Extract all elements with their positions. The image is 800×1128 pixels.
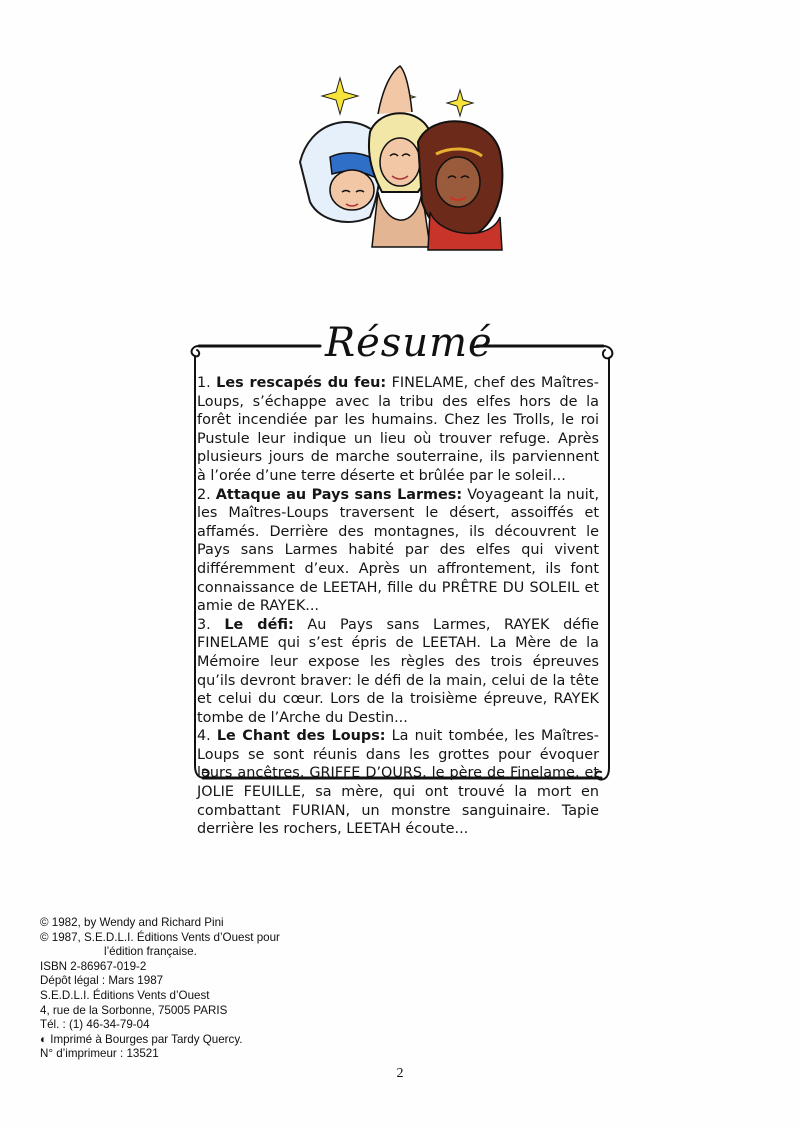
summary-item: 3. Le défi: Au Pays sans Larmes, RAYEK défie FINELAME qui s’est épris de LEETAH. La Mère de la Mémoire leur expose les règles des trois épreuves qu’ils devront braver: le défi de la main, celui de la tête et celui du cœur. Lors de la troisième épreuve, RAYEK tombe de l’Arche du Destin... [197, 616, 600, 726]
summary-title: Résumé [325, 320, 493, 366]
elf-right [418, 121, 502, 250]
summary-item-number: 1. [197, 375, 211, 391]
elves-illustration [290, 52, 510, 252]
printer-line [40, 1033, 340, 1048]
summary-item-heading: Attaque au Pays sans Larmes [215, 486, 457, 503]
half-circle-icon: ◐ [40, 1032, 48, 1046]
copyright-line: © 1987, S.E.D.L.I. Éditions Vents d’Ouest pour [40, 930, 280, 944]
summary-item-text: Au Pays sans Larmes, RAYEK défie FINELAME qui s’est épris de LEETAH. La Mère de la Mémoire leur expose les règles des trois épreuves qu’ils devront braver: le défi de la main, celui de la tête et celui du cœur. Lors de la troisième épreuve, RAYEK tombe de l’Arche du Destin... [197, 616, 600, 726]
isbn: ISBN 2-86967-019-2 [40, 959, 147, 973]
printer-info: Imprimé à Bourges par Tardy Quercy. [50, 1032, 243, 1046]
copyright-line: © 1982, by Wendy and Richard Pini [40, 916, 224, 929]
summary-item: 4. Le Chant des Loups: La nuit tombée, les Maîtres-Loups se sont réunis dans les grottes pour évoquer leurs ancêtres, GRIFFE D’OURS, le père de Finelame, et JOLIE FEUILLE, sa mère, qui ont trouvé la mort en combattant FURIAN, un monstre sanguinaire. Tapie derrière les rochers, LEETAH écoute... [197, 728, 599, 838]
publisher: S.E.D.L.I. Éditions Vents d’Ouest [40, 988, 210, 1002]
summary-body [197, 374, 599, 839]
summary-item-heading: Le Chant des Loups [216, 728, 380, 745]
summary-item: 1. Les rescapés du feu: FINELAME, chef des Maîtres-Loups, s’échappe avec la tribu des elfes hors de la forêt incendiée par les humains. Chez les Trolls, le roi Pustule leur indique un lieu où trouver refuge. Après plusieurs jours de marche souterraine, ils parviennent à l’orée d’une terre déserte et brûlée par le soleil... [197, 375, 599, 484]
copyright-block [40, 916, 340, 1062]
legal-deposit: Dépôt légal : Mars 1987 [40, 974, 164, 988]
publisher-phone: Tél. : (1) 46-34-79-04 [40, 1018, 150, 1032]
page-number: 2 [396, 1066, 404, 1081]
publisher-address: 4, rue de la Sorbonne, 75005 PARIS [40, 1003, 228, 1017]
summary-item-number: 3. [197, 616, 211, 633]
summary-item-heading: Les rescapés du feu [216, 375, 381, 391]
printer-number: N° d’imprimeur : 13521 [40, 1047, 159, 1061]
summary-item-number: 2. [197, 486, 211, 503]
summary-item-text: La nuit tombée, les Maîtres-Loups se sont réunis dans les grottes pour évoquer leurs ancêtres, GRIFFE D’OURS, le père de Finelame, et JOLIE FEUILLE, sa mère, qui ont trouvé la mort en combattant FURIAN, un monstre sanguinaire. Tapie derrière les rochers, LEETAH écoute... [197, 728, 599, 838]
summary-item-text: FINELAME, chef des Maîtres-Loups, s’échappe avec la tribu des elfes hors de la forêt incendiée par les humains. Chez les Trolls, le roi Pustule leur indique un lieu où trouver refuge. Après plusieurs jours de marche souterraine, ils parviennent à l’orée d’une terre déserte et brûlée par le soleil... [197, 375, 599, 484]
summary-item-number: 4. [197, 728, 211, 745]
summary-item: 2. Attaque au Pays sans Larmes: Voyageant la nuit, les Maîtres-Loups traversent le désert, assoiffés et affamés. Derrière des montagnes, ils découvrent le Pays sans Larmes habité par des elfes qui vivent différemment d’eux. Après un affrontement, ils font connaissance de LEETAH, fille du PRÊTRE DU SOLEIL et amie de RAYEK... [197, 486, 600, 615]
summary-item-heading: Le défi [224, 616, 289, 633]
summary-item-text: Voyageant la nuit, les Maîtres-Loups traversent le désert, assoiffés et affamés. Derrière des montagnes, ils découvrent le Pays sans Larmes habité par des elfes qui vivent différemment d’eux. Après un affrontement, ils font connaissance de LEETAH, fille du PRÊTRE DU SOLEIL et amie de RAYEK... [197, 486, 600, 615]
copyright-line: l’édition française. [104, 945, 197, 959]
